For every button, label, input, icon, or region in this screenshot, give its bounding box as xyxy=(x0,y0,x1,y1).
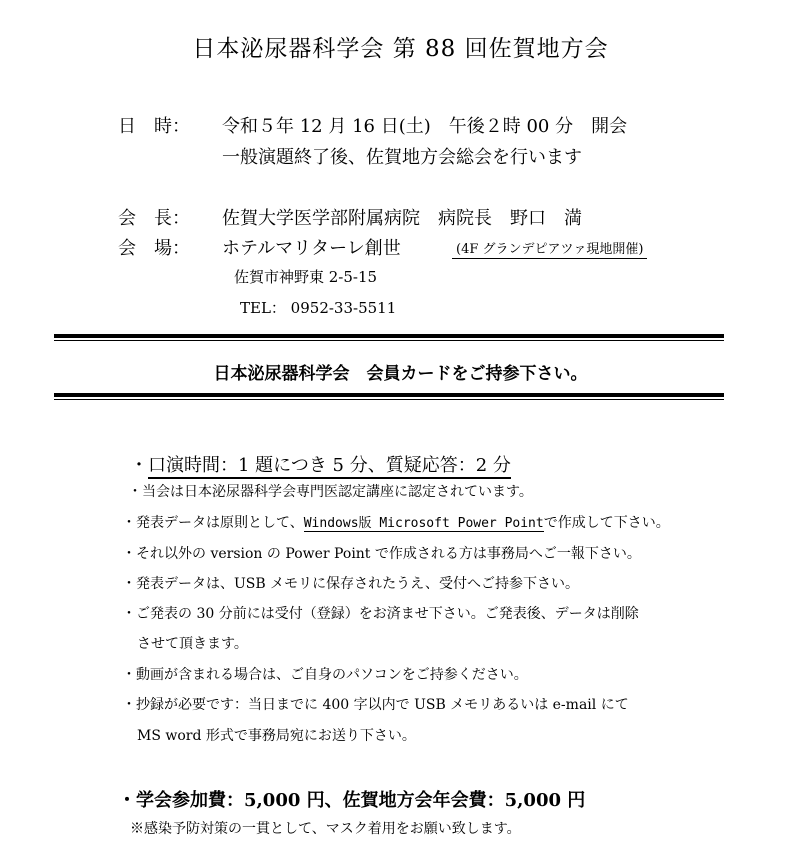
list-item: ・抄録が必要です：当日までに 400 字以内で USB メモリあるいは e-mail にて xyxy=(122,697,629,713)
mask-note: ※感染予防対策の一貫として、マスク着用をお願い致します。 xyxy=(130,821,521,837)
bottom-divider xyxy=(54,393,724,400)
venue-tel: TEL： 0952-33-5511 xyxy=(240,299,397,317)
page-title: 日本泌尿器科学会 第 88 回佐賀地方会 xyxy=(192,36,609,62)
president-value: 佐賀大学医学部附属病院 病院長 野口 満 xyxy=(222,208,582,229)
general-meeting-note: 一般演題終了後、佐賀地方会総会を行います xyxy=(222,147,582,168)
fees-line: ・学会参加費：5,000 円、佐賀地方会年会費：5,000 円 xyxy=(118,790,586,811)
software-requirement: Windows版 Microsoft Power Point xyxy=(303,516,544,531)
list-item-continuation: MS word 形式で事務局宛にお送り下さい。 xyxy=(137,728,416,744)
list-item-text: で作成して下さい。 xyxy=(543,515,670,531)
president-label: 会 長： xyxy=(118,208,190,229)
list-item: ・動画が含まれる場合は、ご自身のパソコンをご持参ください。 xyxy=(122,667,528,683)
venue-name: ホテルマリターレ創世 xyxy=(222,238,401,259)
list-item: ・発表データは、USB メモリに保存されたうえ、受付へご持参下さい。 xyxy=(122,576,579,592)
top-divider xyxy=(54,334,724,341)
list-item xyxy=(122,512,670,532)
presentation-heading xyxy=(130,451,511,477)
list-item: ・当会は日本泌尿器科学会専門医認定講座に認定されています。 xyxy=(128,484,533,500)
list-item-continuation: させて頂きます。 xyxy=(137,636,248,652)
list-item: ・ご発表の 30 分前には受付（登録）をお済ませ下さい。ご発表後、データは削除 xyxy=(122,606,639,622)
heading-bullet: ・ xyxy=(130,455,148,476)
list-item: ・それ以外の version の Power Point で作成される方は事務局へご一報下さい。 xyxy=(122,546,641,562)
list-item-text: ・発表データは原則として、 xyxy=(122,515,304,531)
member-card-notice: 日本泌尿器科学会 会員カードをご持参下さい。 xyxy=(213,364,588,384)
venue-room: (4F グランデピアツァ現地開催) xyxy=(452,238,647,259)
datetime-value: 令和５年 12 月 16 日(土) 午後２時 00 分 開会 xyxy=(222,116,628,137)
venue-address: 佐賀市神野東 2-5-15 xyxy=(234,268,378,286)
venue-label: 会 場： xyxy=(118,238,190,259)
datetime-label: 日 時： xyxy=(118,116,190,137)
heading-text: 口演時間：1 題につき 5 分、質疑応答：2 分 xyxy=(148,455,511,479)
